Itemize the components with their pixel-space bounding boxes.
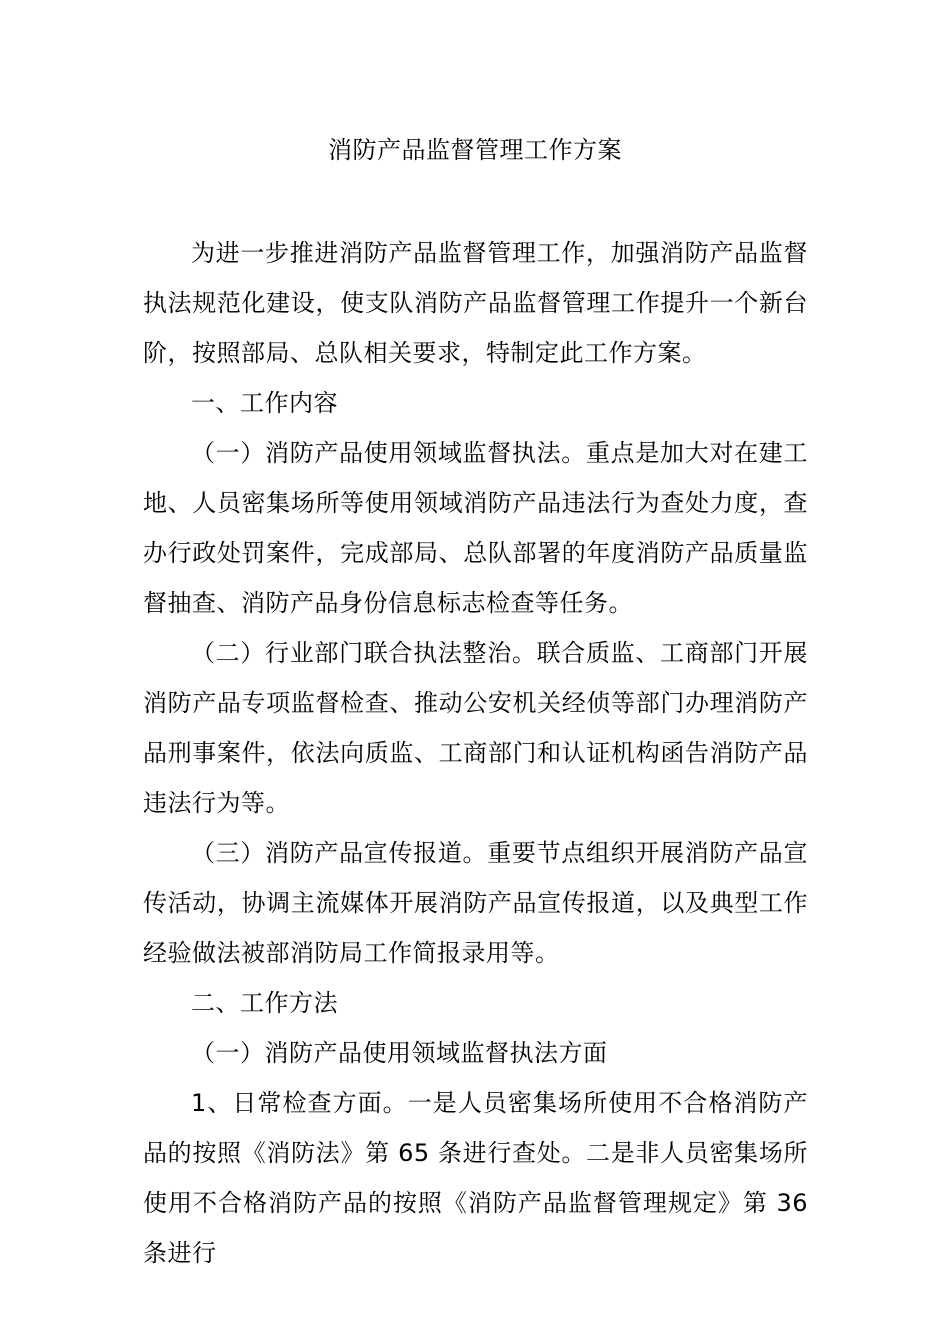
intro-paragraph: 为进一步推进消防产品监督管理工作，加强消防产品监督执法规范化建设，使支队消防产品监督管理工作提升一个新台阶，按照部局、总队相关要求，特制定此工作方案。: [143, 239, 808, 367]
document-title: 消防产品监督管理工作方案: [328, 136, 622, 164]
paragraph-publicity: （三）消防产品宣传报道。重要节点组织开展消防产品宣传活动，协调主流媒体开展消防产品宣传报道，以及典型工作经验做法被部消防局工作简报录用等。: [143, 839, 808, 967]
section-heading-work-content: 一、工作内容: [191, 389, 338, 417]
document-body: [143, 228, 808, 1278]
section-heading-work-methods: 二、工作方法: [191, 989, 338, 1017]
paragraph-daily-inspection: 1、日常检查方面。一是人员密集场所使用不合格消防产品的按照《消防法》第 65 条进行查处。二是非人员密集场所使用不合格消防产品的按照《消防产品监督管理规定》第 36 条进行: [143, 1089, 808, 1267]
paragraph-supervision-enforcement: （一）消防产品使用领域监督执法。重点是加大对在建工地、人员密集场所等使用领域消防产品违法行为查处力度，查办行政处罚案件，完成部局、总队部署的年度消防产品质量监督抽查、消防产品身份信息标志检查等任务。: [143, 439, 808, 617]
paragraph-joint-enforcement: （二）行业部门联合执法整治。联合质监、工商部门开展消防产品专项监督检查、推动公安机关经侦等部门办理消防产品刑事案件，依法向质监、工商部门和认证机构函告消防产品违法行为等。: [143, 639, 808, 817]
subheading-supervision-methods: （一）消防产品使用领域监督执法方面: [191, 1039, 608, 1067]
